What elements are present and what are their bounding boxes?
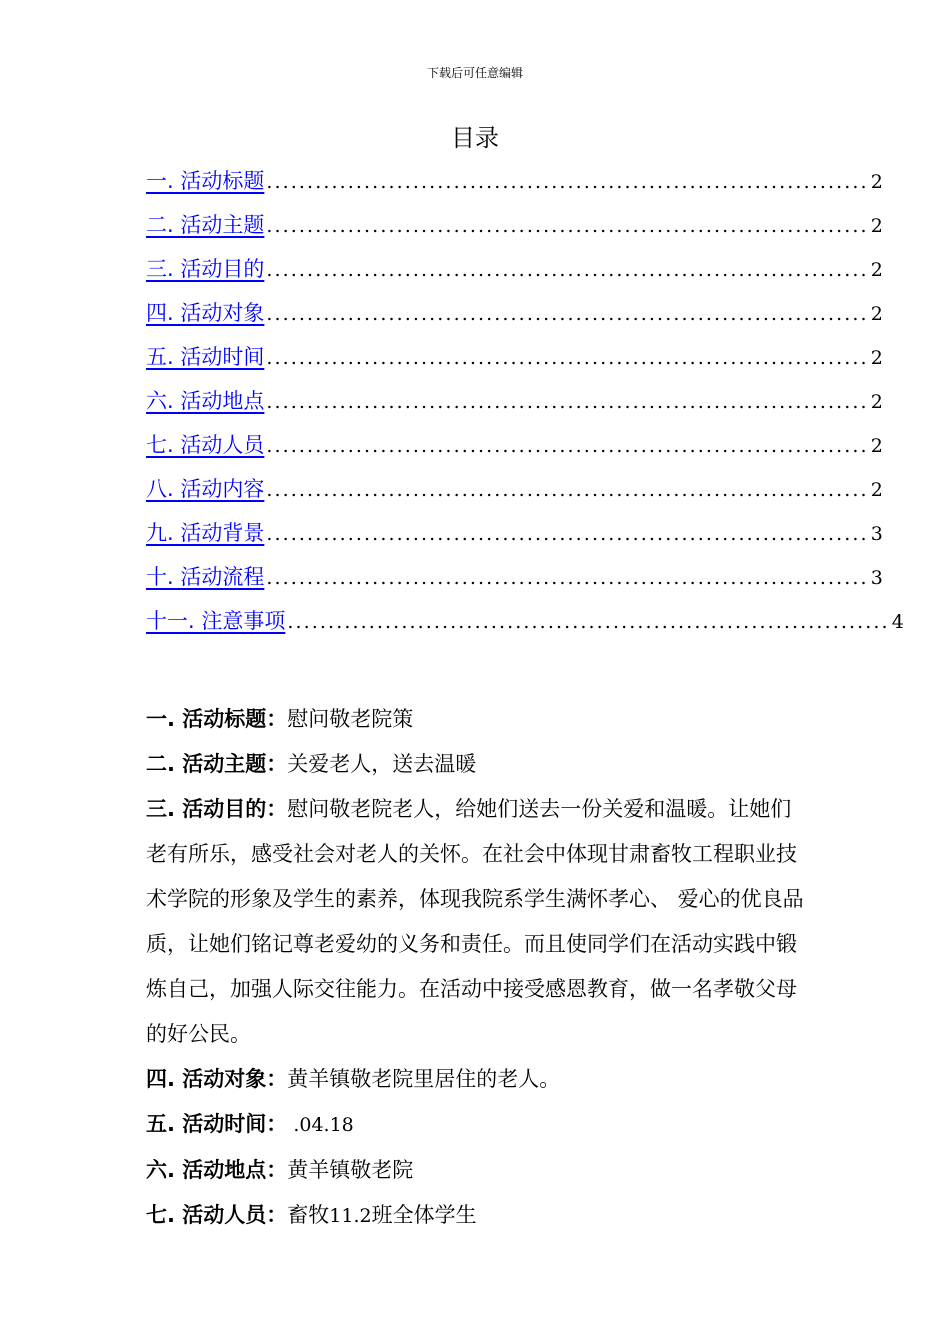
toc-leader-dots: .......................................................................... [266,303,869,325]
toc-link[interactable]: 六. 活动地点 [146,389,265,413]
section-text: 畜牧 [287,1203,330,1227]
class-number: 11.2 [329,1205,372,1227]
toc-entry[interactable] [146,208,883,252]
section-personnel [146,1193,811,1239]
toc-leader-dots: .......................................................................... [266,523,869,545]
toc-leader-dots: .......................................................................... [266,347,869,369]
toc-link[interactable]: 一. 活动标题 [146,169,265,193]
section-text: .04.18 [287,1114,354,1136]
toc-page-number: 2 [870,435,883,457]
toc-entry[interactable] [146,560,883,604]
section-label: 一. 活动标题： [146,707,288,731]
section-text: 黄羊镇敬老院 [287,1158,414,1182]
toc-page-number: 2 [870,171,883,193]
toc-leader-dots: .......................................................................... [266,435,869,457]
page-header: 下载后可任意编辑 [426,66,523,80]
section-label: 四. 活动对象： [146,1067,288,1091]
section-label: 三. 活动目的： [146,797,288,821]
toc-entry[interactable] [146,384,883,428]
section-text: 班全体学生 [371,1203,477,1227]
document-body [146,697,811,1239]
toc-entry[interactable] [146,164,883,208]
toc-entry[interactable] [146,296,883,340]
toc-link[interactable]: 十. 活动流程 [146,565,265,589]
toc-page-number: 2 [870,215,883,237]
section-theme [146,742,811,787]
toc-link[interactable]: 四. 活动对象 [146,301,265,325]
section-location [146,1148,811,1193]
toc-entry[interactable] [146,516,883,560]
toc-entry[interactable] [146,472,883,516]
toc-link[interactable]: 八. 活动内容 [146,477,265,501]
toc-page-number: 3 [870,567,883,589]
section-label: 二. 活动主题： [146,752,288,776]
toc-entry[interactable] [146,604,904,648]
section-text: 慰问敬老院策 [287,707,414,731]
toc-page-number: 3 [870,523,883,545]
toc-page-number: 2 [870,479,883,501]
toc-leader-dots: .......................................................................... [266,171,869,193]
toc-link[interactable]: 七. 活动人员 [146,433,265,457]
section-label: 七. 活动人员： [146,1203,288,1227]
toc-leader-dots: .......................................................................... [266,215,869,237]
section-label: 五. 活动时间： [146,1112,288,1136]
section-text: 关爱老人，送去温暖 [287,752,477,776]
toc-page-number: 4 [891,611,904,633]
toc-link[interactable]: 十一. 注意事项 [146,609,286,633]
toc-leader-dots: .......................................................................... [287,611,890,633]
toc-entry[interactable] [146,252,883,296]
section-purpose [146,787,811,1057]
toc-leader-dots: .......................................................................... [266,567,869,589]
toc-page-number: 2 [870,391,883,413]
toc-link[interactable]: 二. 活动主题 [146,213,265,237]
section-time [146,1102,811,1148]
toc-page-number: 2 [870,259,883,281]
toc-entry[interactable] [146,428,883,472]
toc-leader-dots: .......................................................................... [266,479,869,501]
toc-page-number: 2 [870,303,883,325]
toc-link[interactable]: 三. 活动目的 [146,257,265,281]
toc-entry[interactable] [146,340,883,384]
section-text: 黄羊镇敬老院里居住的老人。 [287,1067,561,1091]
toc-leader-dots: .......................................................................... [266,259,869,281]
toc-link[interactable]: 九. 活动背景 [146,521,265,545]
toc-page-number: 2 [870,347,883,369]
section-text: 慰问敬老院老人，给她们送去一份关爱和温暖。让她们老有所乐，感受社会对老人的关怀。在社会中体现甘肃畜牧工程职业技术学院的形象及学生的素养，体现我院系学生满怀孝心、 爱心的优良品质，让她们铭记尊老爱幼的义务和责任。而且使同学们在活动实践中锻炼自己，加强人际交往能力。在活动中接受感恩教育，做一名孝敬父母的好公民。 [146,797,804,1046]
toc-link[interactable]: 五. 活动时间 [146,345,265,369]
toc-leader-dots: .......................................................................... [266,391,869,413]
table-of-contents [146,164,904,648]
section-title [146,697,811,742]
section-target [146,1057,811,1102]
toc-title: 目录 [451,124,499,152]
section-label: 六. 活动地点： [146,1158,288,1182]
